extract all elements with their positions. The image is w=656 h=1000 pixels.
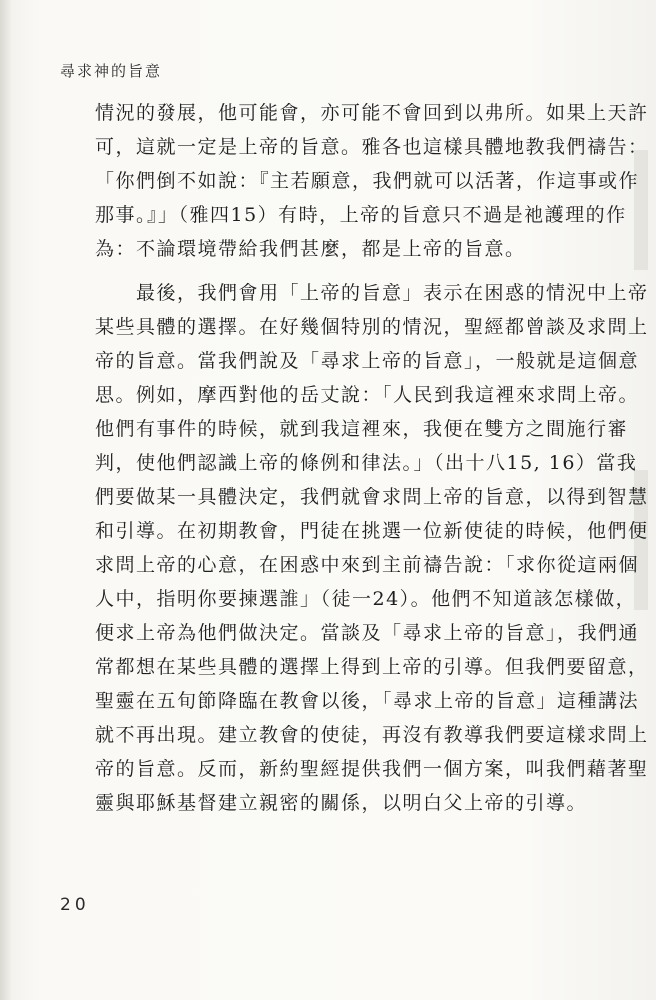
text-line: 那事。』」（雅四15）有時，上帝的旨意只不過是祂護理的作: [95, 204, 627, 226]
edge-bleed-mark: [634, 150, 648, 270]
paragraph: [95, 96, 649, 266]
text-line: 求問上帝的心意，在困惑中來到主前禱告說：「求你從這兩個: [95, 554, 640, 576]
text-line: 判，使他們認識上帝的條例和律法。」（出十八15, 16）當我: [95, 452, 638, 474]
text-line: 思。例如，摩西對他的岳丈說：「人民到我這裡來求問上帝。: [95, 384, 640, 406]
text-line: 情況的發展，他可能會，亦可能不會回到以弗所。如果上天許: [95, 102, 649, 124]
text-line: 便求上帝為他們做決定。當談及「尋求上帝的旨意」，我們通: [95, 622, 640, 644]
paragraph: [95, 276, 649, 820]
body-text: [95, 96, 649, 820]
text-line: 們要做某一具體決定，我們就會求問上帝的旨意，以得到智慧: [95, 486, 649, 508]
text-line: 最後，我們會用「上帝的旨意」表示在困惑的情況中上帝: [95, 282, 649, 304]
text-line: 人中，指明你要揀選誰」（徒一24）。他們不知道該怎樣做，: [95, 588, 637, 610]
text-line: 常都想在某些具體的選擇上得到上帝的引導。但我們要留意，: [95, 656, 649, 678]
text-line: 某些具體的選擇。在好幾個特別的情況，聖經都曾談及求問上: [95, 316, 649, 338]
text-line: 帝的旨意。反而，新約聖經提供我們一個方案，叫我們藉著聖: [95, 758, 649, 780]
running-head: 尋求神的旨意: [60, 62, 163, 80]
text-line: 和引導。在初期教會，門徒在挑選一位新使徒的時候，他們便: [95, 520, 649, 542]
text-line: 可，這就一定是上帝的旨意。雅各也這樣具體地教我們禱告：: [95, 136, 649, 158]
text-line: 帝的旨意。當我們說及「尋求上帝的旨意」，一般就是這個意: [95, 350, 640, 372]
page-number: 20: [60, 895, 90, 915]
text-line: 靈與耶穌基督建立親密的關係，以明白父上帝的引導。: [95, 792, 588, 814]
spine-shadow: [0, 0, 12, 1000]
text-line: 聖靈在五旬節降臨在教會以後，「尋求上帝的旨意」這種講法: [95, 690, 640, 712]
text-line: 為：不論環境帶給我們甚麼，都是上帝的旨意。: [95, 238, 526, 260]
text-line: 「你們倒不如說：『主若願意，我們就可以活著，作這事或作: [95, 170, 640, 192]
text-line: 他們有事件的時候，就到我這裡來，我便在雙方之間施行審: [95, 418, 629, 440]
text-line: 就不再出現。建立教會的使徒，再沒有教導我們要這樣求問上: [95, 724, 649, 746]
